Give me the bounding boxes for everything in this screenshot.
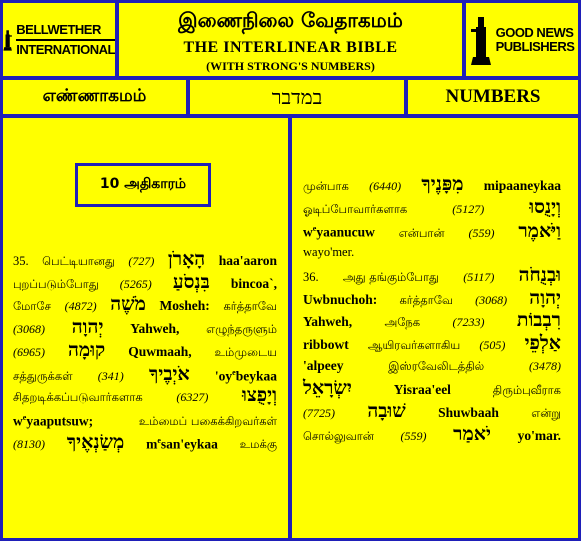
tamil-word: அது தங்கும்போது [342, 269, 439, 284]
verse-line [303, 332, 561, 356]
bellwether-figure-icon [3, 13, 12, 67]
hebrew-word: מִפָּנֶיךָ [421, 173, 464, 195]
transliteration-suffix: beykaa [235, 368, 277, 383]
tamil-word: உமக்கு [239, 437, 277, 452]
transliteration-prefix: m [146, 436, 158, 452]
transliteration: Yisraa'eel [393, 382, 451, 398]
transliteration-suffix: san'eykaa [160, 436, 218, 452]
tamil-word: உம்மைப் பகைக்கிறவர்கள் [138, 414, 277, 429]
hebrew-word: מְשַׂנְאֶיךָ [66, 431, 125, 454]
verse-text: 35. [13, 254, 29, 268]
good-news-logo [466, 3, 578, 76]
hebrew-word: וַיֹּאמֶר [518, 219, 561, 242]
hebrew-word: יֹאמַר [453, 422, 491, 445]
tamil-word: முன்பாக [303, 179, 349, 193]
transliteration: Shuwbaah [438, 405, 499, 420]
transliteration [303, 218, 375, 244]
hebrew-word: יְהוָה [529, 286, 561, 309]
verse-line [303, 423, 561, 447]
transliteration: ribbowt [303, 336, 349, 352]
tamil-word: எழுந்தருளும் [206, 322, 277, 337]
transliteration: Yahweh, [130, 321, 180, 337]
transliteration-suffix: yaanucuw [316, 224, 375, 240]
verse-line [13, 430, 277, 456]
tamil-word: அநேக [384, 315, 421, 330]
hebrew-word: וְיָנֻסוּ [529, 195, 561, 218]
verse-line [13, 293, 277, 317]
tamil-word: என்று [531, 406, 561, 420]
shewa-mark: e [22, 412, 27, 422]
strongs-number: (5127) [452, 201, 485, 216]
transliteration-prefix: 'oy [214, 368, 233, 383]
transliteration: yo'mar. [517, 427, 561, 443]
strongs-number: (6327) [176, 390, 209, 405]
hebrew-word: יְהוָה [71, 316, 104, 339]
hebrew-word: בִּנְסֹעַ [172, 270, 210, 293]
left-logo-line2: INTERNATIONAL [16, 41, 115, 57]
hebrew-word: שׁוּבָה [367, 400, 406, 422]
strongs-number: (559) [468, 225, 495, 240]
strongs-number: (727) [128, 254, 155, 268]
hebrew-word: הָאָרֹן [167, 248, 206, 270]
transliteration [13, 407, 93, 433]
shewa-mark: e [312, 224, 317, 234]
verse-line [303, 309, 561, 333]
transliteration: 'alpeey [303, 357, 344, 373]
transliteration: Mosheh: [159, 298, 210, 314]
hebrew-word: וְיָפֻצוּ [241, 384, 277, 407]
tamil-word: ஓடிப்போவார்களாக [303, 201, 408, 216]
tamil-word: புறப்படும்போது [13, 276, 99, 291]
tamil-word: இஸ்ரவேலிடத்தில் [388, 358, 485, 373]
strongs-number: (4872) [64, 299, 97, 314]
transliteration-prefix: w [13, 413, 23, 429]
hebrew-word: אֹיְבֶיךָ [149, 363, 190, 385]
hebrew-word: רִבְבוֹת [516, 309, 561, 332]
verse-text: wayo'mer. [303, 245, 355, 260]
verse-line [303, 241, 561, 263]
title-tamil: இணைநிலை வேதாகமம் [178, 8, 403, 32]
strongs-number: (8130) [13, 437, 45, 452]
hebrew-word: מֹשֶׁה [110, 293, 146, 316]
transliteration: haa'aaron [218, 253, 277, 268]
strongs-number: (559) [400, 428, 427, 443]
title-english: THE INTERLINEAR BIBLE [183, 39, 398, 56]
book-name-hebrew: במדבר [190, 80, 404, 114]
strongs-number: (3478) [528, 358, 561, 373]
strongs-number: (505) [479, 337, 506, 352]
title-subtitle: (WITH STRONG'S NUMBERS) [206, 59, 375, 73]
tamil-word: சத்துருக்கள் [13, 369, 73, 383]
verse-line [303, 173, 561, 197]
transliteration-prefix: w [303, 224, 313, 240]
hebrew-word: יִשְׂרָאֵל [303, 377, 352, 400]
verse-line [303, 196, 561, 220]
tamil-word: திரும்புவீராக [492, 383, 561, 398]
transliteration: Yahweh, [303, 314, 353, 330]
bellwether-logo [3, 3, 115, 76]
right-logo-line2: PUBLISHERS [495, 38, 575, 54]
strongs-number: (6440) [369, 179, 402, 193]
tamil-word: பெட்டியானது [42, 254, 115, 268]
verse-line [13, 362, 277, 388]
tamil-word: என்பான் [398, 225, 445, 240]
left-logo-line1: BELLWETHER [16, 23, 115, 41]
verse-line [303, 218, 561, 244]
shewa-mark: e [157, 435, 161, 445]
transliteration-suffix: yaaputsuw; [26, 413, 94, 429]
right-column [292, 118, 578, 538]
strongs-number: (6965) [13, 344, 45, 359]
transliteration: Quwmaah, [128, 343, 192, 359]
tamil-word: கர்த்தாவே [399, 292, 453, 307]
strongs-number: (5117) [463, 269, 495, 284]
book-name-english: NUMBERS [408, 80, 578, 114]
transliteration [146, 430, 218, 456]
verse-line [303, 287, 561, 311]
hebrew-word: אַלְפֵי [524, 331, 561, 354]
tamil-word: சொல்லுவான் [303, 428, 374, 443]
tamil-word: மோசே [13, 299, 51, 314]
chapter-heading: 10 அதிகாரம் [75, 163, 211, 207]
verse-line [13, 384, 277, 408]
hebrew-word: וּבְנֻחֹה [518, 263, 561, 286]
verse-line [303, 355, 561, 377]
shewa-mark: e [232, 367, 236, 377]
transliteration: bincoa`, [230, 275, 277, 291]
verse-line [303, 264, 561, 288]
verse-line [13, 271, 277, 295]
transliteration [215, 362, 277, 388]
verse-line [13, 248, 277, 272]
tamil-word: கர்த்தாவே [223, 299, 277, 314]
verse-line [13, 339, 277, 363]
left-column [3, 118, 288, 538]
strongs-number: (7233) [452, 315, 485, 330]
strongs-number: (341) [97, 369, 124, 383]
strongs-number: (5265) [119, 276, 152, 291]
verse-line [303, 400, 561, 424]
strongs-number: (3068) [475, 292, 508, 307]
strongs-number: (7725) [303, 406, 335, 420]
good-news-figure-icon [470, 13, 492, 67]
hebrew-word: קוּמָה [68, 338, 106, 361]
verse-line [303, 377, 561, 401]
tamil-word: ஆயிரவர்களாகிய [367, 337, 461, 352]
book-name-tamil: எண்ணாகமம் [3, 80, 186, 114]
transliteration: mipaaneykaa [483, 178, 561, 193]
right-logo-line1: GOOD NEWS [495, 24, 574, 40]
tamil-word: சிதறடிக்கப்படுவார்களாக [13, 390, 143, 405]
verse-line [13, 316, 277, 340]
transliteration: Uwbnuchoh: [303, 291, 378, 307]
verse-text: 36. [303, 269, 319, 284]
verse-line [13, 407, 277, 433]
tamil-word: உம்முடைய [214, 344, 277, 359]
title-block [119, 3, 462, 76]
strongs-number: (3068) [13, 322, 45, 337]
